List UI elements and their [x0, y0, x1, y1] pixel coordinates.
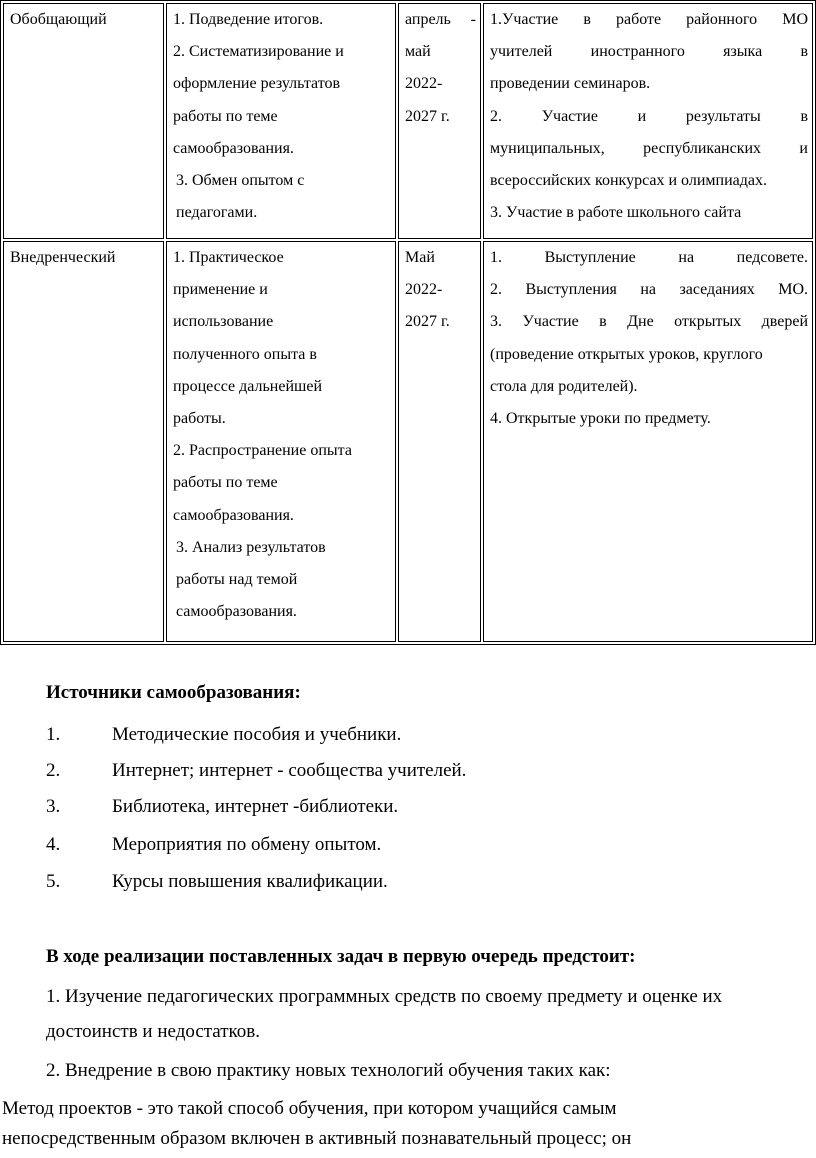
period-line: 2022- — [405, 75, 443, 93]
content-cell — [166, 241, 396, 642]
tasks-heading: В ходе реализации поставленных задач в первую очередь предстоит: — [46, 946, 636, 967]
paragraph: 1. Изучение педагогических программных средств по своему предмету и оценке их — [46, 986, 723, 1007]
list-number: 2. — [46, 760, 61, 781]
period-line: 2027 г. — [405, 313, 450, 331]
content-line: 1. Подведение итогов. — [173, 11, 324, 28]
sources-heading: Источники самообразования: — [46, 682, 301, 703]
list-number: 5. — [46, 871, 61, 892]
content-line: процессе дальнейшей — [173, 377, 322, 395]
content-line: самообразования. — [173, 506, 294, 524]
table-row — [3, 241, 813, 642]
results-line: (проведение открытых уроков, круглого — [490, 345, 763, 363]
results-line: муниципальных, республиканских и — [490, 139, 808, 157]
period-line: май — [405, 43, 431, 61]
list-number: 1. — [46, 724, 61, 745]
content-line: работы по теме — [173, 107, 278, 125]
results-line: всероссийских конкурсах и олимпиадах. — [490, 172, 767, 190]
content-line: 3. Анализ результатов — [176, 538, 326, 556]
stage-cell — [3, 3, 164, 239]
list-text: Интернет; интернет - сообщества учителей. — [112, 760, 467, 781]
list-text: Библиотека, интернет -библиотеки. — [112, 796, 399, 817]
paragraph: достоинств и недостатков. — [46, 1021, 261, 1042]
content-line: 2. Распространение опыта — [173, 442, 352, 460]
results-line: 1.Участие в работе районного МО — [490, 11, 808, 28]
stage-cell — [3, 241, 164, 642]
list-text: Курсы повышения квалификации. — [112, 871, 388, 892]
period-cell — [398, 3, 481, 239]
results-line: 3. Участие в Дне открытых дверей — [490, 313, 808, 331]
period-line: Май — [405, 249, 435, 266]
results-line: учителей иностранного языка в — [490, 43, 808, 61]
content-line: 2. Систематизирование и — [173, 43, 344, 61]
content-line: работы по теме — [173, 474, 278, 492]
results-line: 2. Участие и результаты в — [490, 107, 808, 125]
results-line: 1. Выступление на педсовете. — [490, 249, 808, 266]
content-line: педагогами. — [176, 204, 258, 222]
content-line: самообразования. — [173, 139, 294, 157]
paragraph: 2. Внедрение в свою практику новых технологий обучения таких как: — [46, 1060, 611, 1081]
paragraph: непосредственным образом включен в активный познавательный процесс; он — [2, 1128, 632, 1149]
results-line: 3. Участие в работе школьного сайта — [490, 204, 742, 222]
period-line: апрель - — [405, 11, 476, 28]
list-number: 3. — [46, 796, 61, 817]
list-number: 4. — [46, 834, 61, 855]
list-text: Методические пособия и учебники. — [112, 724, 402, 745]
content-line: применение и — [173, 281, 268, 299]
content-line: самообразования. — [176, 603, 297, 621]
results-line: проведении семинаров. — [490, 75, 651, 93]
stage-label: Внедренческий — [10, 249, 116, 266]
stage-label: Обобщающий — [10, 11, 107, 28]
period-line: 2022- — [405, 281, 443, 299]
content-line: использование — [173, 313, 274, 331]
content-line: работы. — [173, 410, 226, 428]
content-line: полученного опыта в — [173, 345, 317, 363]
results-cell — [483, 241, 813, 642]
results-cell — [483, 3, 813, 239]
results-line: стола для родителей). — [490, 377, 638, 395]
content-line: 1. Практическое — [173, 249, 284, 266]
paragraph: Метод проектов - это такой способ обучения, при котором учащийся самым — [2, 1098, 617, 1119]
results-line: 2. Выступления на заседаниях МО. — [490, 281, 808, 299]
table-row — [3, 3, 813, 239]
results-line: 4. Открытые уроки по предмету. — [490, 410, 711, 428]
content-cell — [166, 3, 396, 239]
list-text: Мероприятия по обмену опытом. — [112, 834, 382, 855]
content-line: 3. Обмен опытом с — [176, 172, 305, 190]
content-line: оформление результатов — [173, 75, 341, 93]
period-line: 2027 г. — [405, 107, 450, 125]
content-line: работы над темой — [176, 571, 298, 589]
period-cell — [398, 241, 481, 642]
